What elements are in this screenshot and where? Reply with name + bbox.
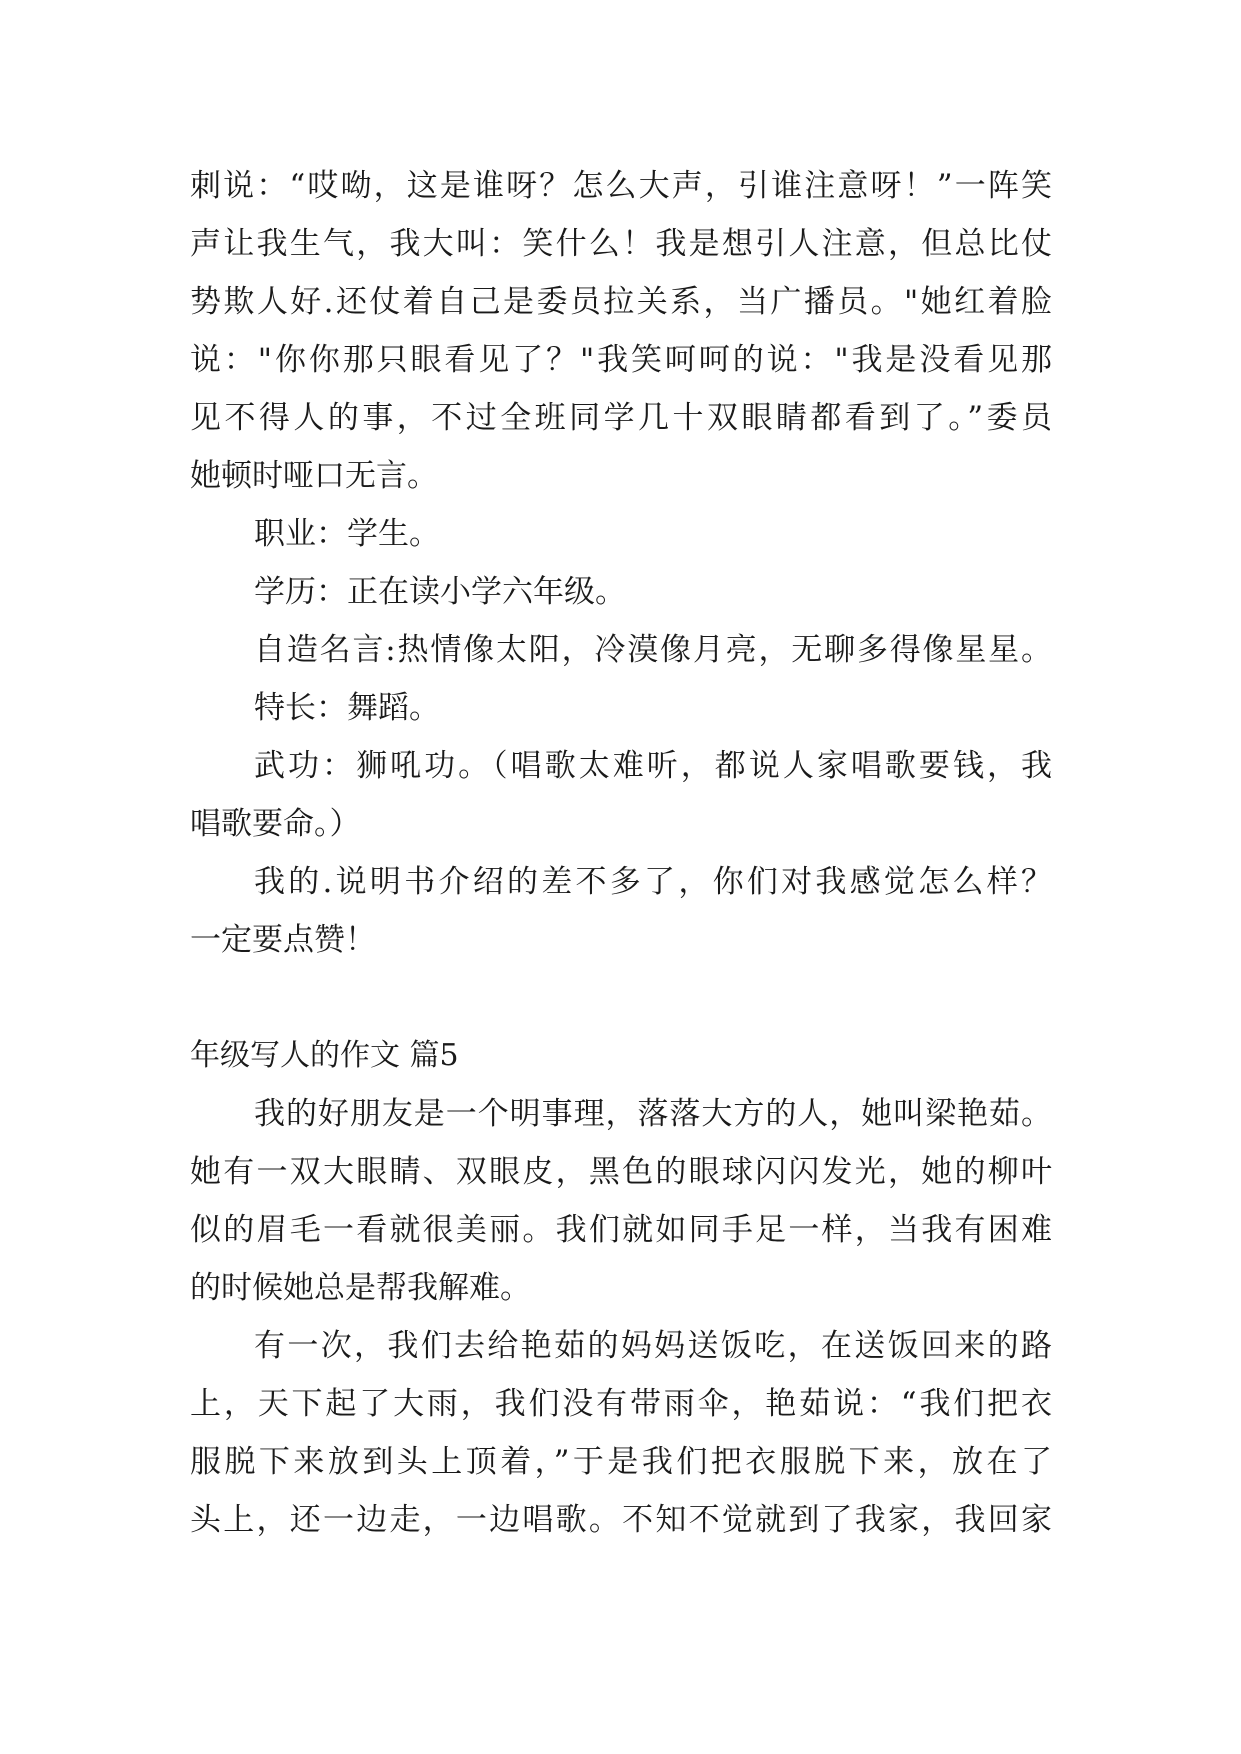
education-line: 学历：正在读小学六年级。 — [254, 574, 626, 610]
text-line: 似的眉毛一看就很美丽。我们就如同手足一样，当我有困难 — [190, 1212, 1052, 1248]
text-line: 势欺人好.还仗着自己是委员拉关系，当广播员。"她红着脸 — [190, 284, 1052, 320]
martial-arts-line: 唱歌要命。） — [190, 806, 361, 842]
text-line: 有一次，我们去给艳茹的妈妈送饭吃，在送饭回来的路 — [254, 1328, 1052, 1364]
text-line: 声让我生气，我大叫：笑什么！我是想引人注意，但总比仗 — [190, 226, 1052, 262]
text-line: 说："你你那只眼看见了？"我笑呵呵的说："我是没看见那 — [190, 342, 1052, 378]
martial-arts-line: 武功：狮吼功。（唱歌太难听，都说人家唱歌要钱，我 — [254, 748, 1052, 784]
text-line: 我的好朋友是一个明事理，落落大方的人，她叫梁艳茹。 — [254, 1096, 1052, 1132]
section-gap — [190, 969, 1052, 1027]
closing-line: 我的.说明书介绍的差不多了，你们对我感觉怎么样？ — [254, 864, 1052, 900]
text-line: 的时候她总是帮我解难。 — [190, 1270, 531, 1306]
specialty-line: 特长：舞蹈。 — [254, 690, 440, 726]
text-line: 见不得人的事，不过全班同学几十双眼睛都看到了。”委员 — [190, 400, 1052, 436]
closing-line: 一定要点赞！ — [190, 922, 376, 958]
text-line: 上，天下起了大雨，我们没有带雨伞，艳茹说：“我们把衣 — [190, 1386, 1052, 1422]
motto-line: 自造名言:热情像太阳，冷漠像月亮，无聊多得像星星。 — [254, 632, 1052, 668]
text-line: 头上，还一边走，一边唱歌。不知不觉就到了我家，我回家 — [190, 1502, 1052, 1538]
text-line: 刺说：“哎呦，这是谁呀？怎么大声，引谁注意呀！”一阵笑 — [190, 168, 1052, 204]
text-line: 服脱下来放到头上顶着，”于是我们把衣服脱下来，放在了 — [190, 1444, 1052, 1480]
section-heading: 年级写人的作文 篇5 — [190, 1038, 459, 1073]
text-line: 她有一双大眼睛、双眼皮，黑色的眼球闪闪发光，她的柳叶 — [190, 1154, 1052, 1190]
text-line: 她顿时哑口无言。 — [190, 458, 438, 494]
occupation-line: 职业：学生。 — [254, 516, 440, 552]
document-page — [190, 157, 1052, 1549]
